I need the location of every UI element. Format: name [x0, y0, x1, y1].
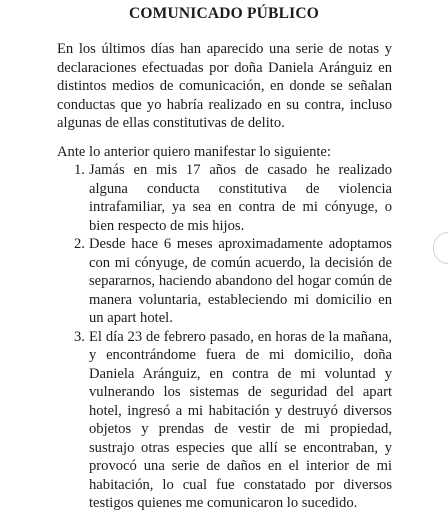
list-item-text: El día 23 de febrero pasado, en horas de la mañana, y encontrándome fuera de mi domicilio, doña Daniela Aránguiz, en contra de mi voluntad y vulnerando los sistemas de seguridad del apart hotel, ingresó a mi habitación y destruyó diversos objetos y prendas de vestir de mi propiedad, sustrajo otras especies que allí se encontraban, y provocó una serie de daños en el interior de mi habitación, lo cual fue constatado por diversos testigos quienes me comunicaron lo sucedido.: [89, 328, 392, 511]
intro-paragraph: En los últimos días han aparecido una serie de notas y declaraciones efectuadas por doña Daniela Aránguiz en distintos medios de comunicación, en donde se señalan conductas que yo habría realizado en su contra, incluso algunas de ellas constitutivas de delito.: [57, 41, 392, 131]
list-item: [57, 328, 392, 513]
list-item-text: Jamás en mis 17 años de casado he realizado alguna conducta constitutiva de violencia intrafamiliar, ya sea en contra de mi cónyuge, o bien respecto de mis hijos.: [89, 162, 392, 234]
lead-paragraph: Ante lo anterior quiero manifestar lo siguiente:: [57, 144, 331, 160]
list-item-text: Desde hace 6 meses aproximadamente adoptamos con mi cónyuge, de común acuerdo, la decisión de separarnos, haciendo abandono del hogar común de manera voluntaria, estableciendo mi domicilio en un apart hotel.: [89, 236, 392, 326]
list-item: [57, 235, 392, 328]
list-item-number: 1.: [74, 162, 85, 178]
page-title: COMUNICADO PÚBLICO: [128, 5, 320, 22]
carousel-next-indicator[interactable]: [433, 232, 448, 264]
list-item: [57, 161, 392, 235]
list-item-number: 3.: [74, 328, 85, 345]
list-item-number: 2.: [74, 236, 85, 252]
statement-list: [57, 161, 392, 513]
